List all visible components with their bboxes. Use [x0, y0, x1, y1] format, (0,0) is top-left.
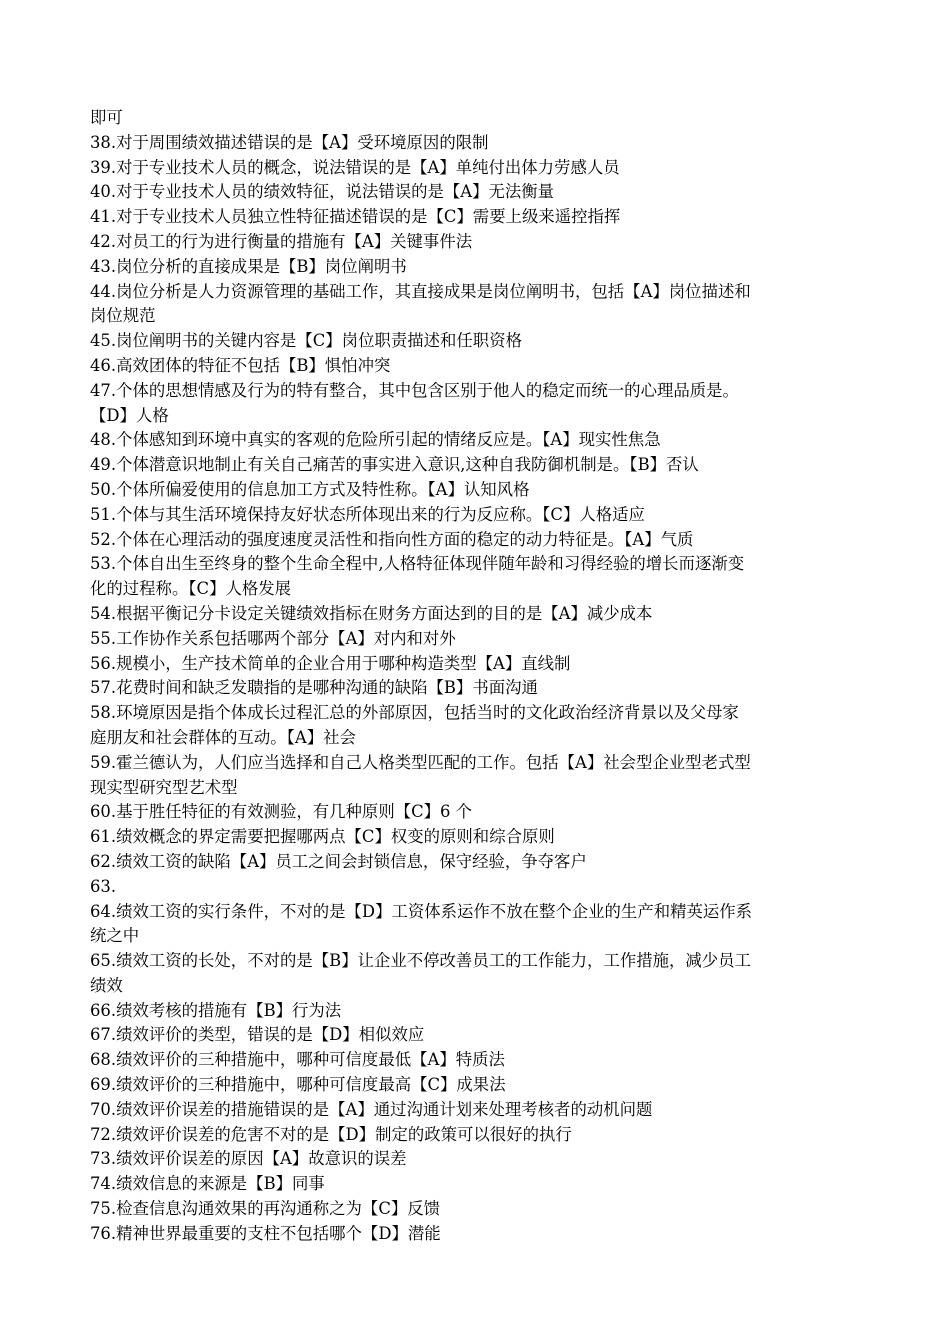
text-line: 76.精神世界最重要的支柱不包括哪个【D】潜能: [90, 1223, 441, 1243]
text-line: 48.个体感知到环境中真实的客观的危险所引起的情绪反应是。【A】现实性焦急: [90, 430, 661, 450]
text-line: 57.花费时间和缺乏发聩指的是哪种沟通的缺陷【B】书面沟通: [90, 678, 538, 698]
text-line: 65.绩效工资的长处，不对的是【B】让企业不停改善员工的工作能力，工作措施，减少员工: [90, 951, 751, 971]
text-line: 75.检查信息沟通效果的再沟通称之为【C】反馈: [90, 1199, 441, 1219]
text-line: 46.高效团体的特征不包括【B】惧怕冲突: [90, 355, 391, 375]
text-line: 62.绩效工资的缺陷【A】员工之间会封锁信息，保守经验，争夺客户: [90, 851, 587, 871]
text-line: 38.对于周围绩效描述错误的是【A】受环境原因的限制: [90, 132, 489, 152]
text-line: 即可: [90, 108, 123, 127]
text-line: 岗位规范: [90, 306, 156, 326]
text-line: 绩效: [90, 975, 123, 995]
text-line: 58.环境原因是指个体成长过程汇总的外部原因，包括当时的文化政治经济背景以及父母家: [90, 703, 739, 723]
text-line: 68.绩效评价的三种措施中，哪种可信度最低【A】特质法: [90, 1050, 505, 1070]
text-line: 70.绩效评价误差的措施错误的是【A】通过沟通计划来处理考核者的动机问题: [90, 1099, 653, 1119]
text-line: 69.绩效评价的三种措施中，哪种可信度最高【C】成果法: [90, 1075, 506, 1095]
text-line: 66.绩效考核的措施有【B】行为法: [90, 1000, 342, 1020]
text-line: 42.对员工的行为进行衡量的措施有【A】关键事件法: [90, 231, 473, 251]
text-line: 54.根据平衡记分卡设定关键绩效指标在财务方面达到的目的是【A】减少成本: [90, 603, 653, 623]
text-line: 39.对于专业技术人员的概念，说法错误的是【A】单纯付出体力劳感人员: [90, 157, 620, 177]
text-line: 59.霍兰德认为，人们应当选择和自己人格类型匹配的工作。包括【A】社会型企业型老式型: [90, 752, 751, 772]
text-line: 67.绩效评价的类型，错误的是【D】相似效应: [90, 1025, 425, 1045]
text-line: 74.绩效信息的来源是【B】同事: [90, 1174, 325, 1194]
text-line: 53.个体自出生至终身的整个生命全程中,人格特征体现伴随年龄和习得经验的增长而逐渐变: [90, 554, 745, 574]
text-line: 61.绩效概念的界定需要把握哪两点【C】权变的原则和综合原则: [90, 827, 555, 847]
text-line: 73.绩效评价误差的原因【A】故意识的误差: [90, 1149, 407, 1169]
text-line: 【D】人格: [90, 405, 169, 425]
text-line: 47.个体的思想情感及行为的特有整合，其中包含区别于他人的稳定而统一的心理品质是。: [90, 380, 739, 400]
text-line: 52.个体在心理活动的强度速度灵活性和指向性方面的稳定的动力特征是。【A】气质: [90, 529, 694, 549]
text-line: 44.岗位分析是人力资源管理的基础工作，其直接成果是岗位阐明书，包括【A】岗位描述和: [90, 281, 751, 301]
text-line: 40.对于专业技术人员的绩效特征，说法错误的是【A】无法衡量: [90, 182, 555, 202]
text-line: 化的过程称。【C】人格发展: [90, 579, 292, 599]
text-line: 现实型研究型艺术型: [90, 777, 238, 797]
text-line: 60.基于胜任特征的有效测验，有几种原则【C】6 个: [90, 802, 473, 822]
text-line: 55.工作协作关系包括哪两个部分【A】对内和对外: [90, 628, 456, 648]
text-line: 45.岗位阐明书的关键内容是【C】岗位职责描述和任职资格: [90, 331, 522, 351]
text-line: 51.个体与其生活环境保持友好状态所体现出来的行为反应称。【C】人格适应: [90, 504, 645, 524]
text-line: 统之中: [90, 926, 140, 946]
text-line: 50.个体所偏爱使用的信息加工方式及特性称。【A】认知风格: [90, 479, 530, 499]
text-line: 63.: [90, 876, 117, 896]
text-line: 56.规模小，生产技术简单的企业合用于哪种构造类型【A】直线制: [90, 653, 571, 673]
document-page: [90, 106, 865, 1247]
text-line: 72.绩效评价误差的危害不对的是【D】制定的政策可以很好的执行: [90, 1124, 572, 1144]
text-line: 庭朋友和社会群体的互动。【A】社会: [90, 727, 356, 747]
text-line: 41.对于专业技术人员独立性特征描述错误的是【C】需要上级来遥控指挥: [90, 207, 621, 227]
text-line: 49.个体潜意识地制止有关自己痛苦的事实进入意识,这种自我防御机制是。【B】否认: [90, 455, 699, 475]
text-line: 64.绩效工资的实行条件，不对的是【D】工资体系运作不放在整个企业的生产和精英运作系: [90, 901, 753, 921]
text-line: 43.岗位分析的直接成果是【B】岗位阐明书: [90, 256, 407, 276]
